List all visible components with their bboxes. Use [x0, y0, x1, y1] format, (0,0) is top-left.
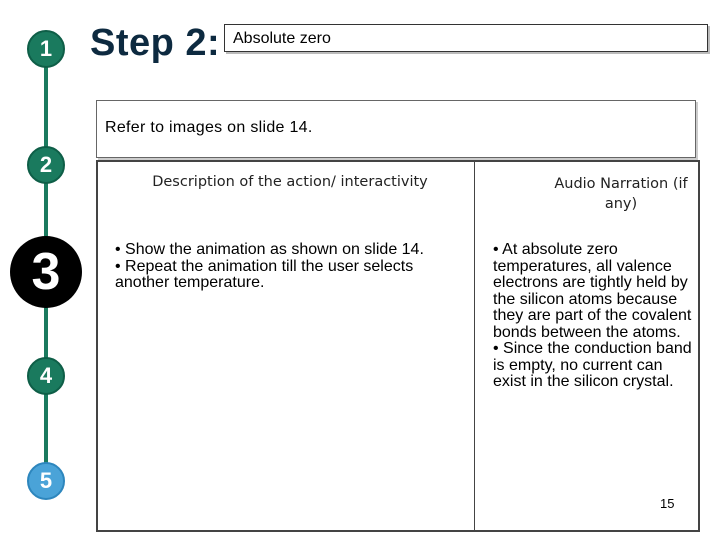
step-5-label: 5 — [39, 468, 53, 493]
step-name-box: Absolute zero — [224, 24, 708, 52]
step-3-circle-current[interactable] — [10, 236, 82, 308]
step-1-circle[interactable] — [27, 30, 65, 68]
page-number: 15 — [660, 496, 675, 511]
table-column-divider — [474, 160, 475, 532]
description-bullet: • Show the animation as shown on slide 14. — [115, 241, 424, 258]
step-4-label: 4 — [39, 363, 53, 388]
description-bullet: • Repeat the animation till the user selects another temperature. — [115, 257, 414, 291]
step-5-circle[interactable] — [27, 462, 65, 500]
audio-narration-column-header: Audio Narration (if any) — [554, 176, 688, 212]
description-column-header: Description of the action/ interactivity — [152, 174, 428, 190]
reference-note-box: Refer to images on slide 14. — [96, 100, 696, 158]
narration-bullet: • At absolute zero temperatures, all valence electrons are tightly held by the silicon atoms because they are part of the covalent bonds between the atoms. — [493, 241, 692, 341]
narration-bullet: • Since the conduction band is empty, no current can exist in the silicon crystal. — [493, 340, 692, 390]
step-2-label: 2 — [39, 152, 53, 177]
step-2-circle[interactable] — [27, 146, 65, 184]
description-bullets — [115, 242, 465, 292]
step-title: Step 2: — [90, 22, 221, 64]
step-4-circle[interactable] — [27, 357, 65, 395]
step-3-label: 3 — [31, 243, 61, 301]
narration-bullets — [493, 242, 693, 391]
step-1-label: 1 — [39, 36, 53, 61]
